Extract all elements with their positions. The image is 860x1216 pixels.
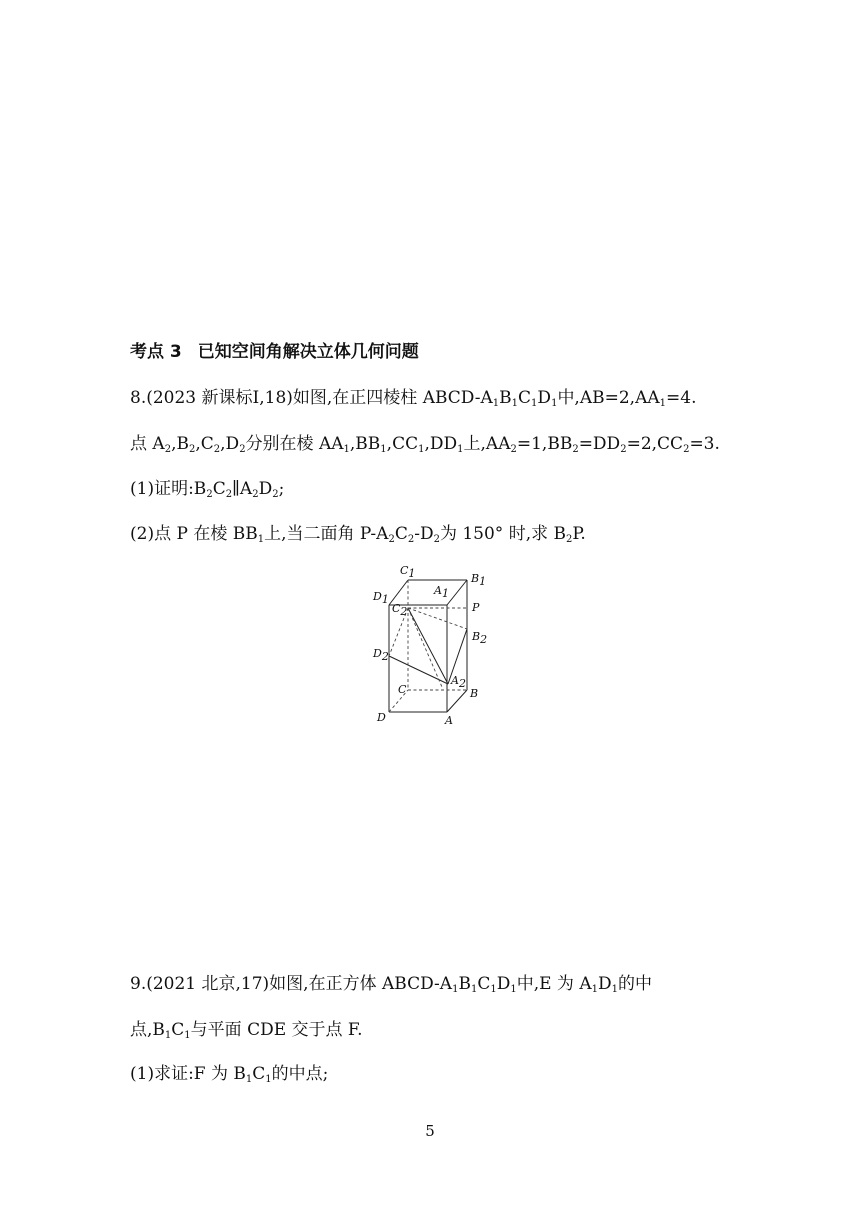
label-c1: C1 (400, 564, 416, 580)
prism-figure (360, 560, 500, 730)
label-b1: B1 (471, 572, 487, 588)
q9-line-1: 9.(2021 北京,17)如图,在正方体 ABCD-$A_1B_1C_1D_1$中,E 为 $A_1D_1$的中 (130, 974, 653, 995)
label-c2: C2 (392, 602, 408, 618)
hidden-c2-a2b (408, 608, 442, 687)
section-label: 考点 3 (130, 342, 182, 362)
label-c: C (398, 683, 407, 696)
q8-part-2: (2)点 P 在棱 $BB_1$上,当二面角 $P-A_2C_2-D_2$为 150° 时,求 $B_2P$. (130, 524, 586, 545)
edge-a1-b1 (447, 580, 467, 605)
segment-c2-a2 (408, 608, 448, 684)
q9-part-1: (1)求证:F 为 $B_1C_1$的中点; (130, 1064, 329, 1085)
section-heading (130, 340, 419, 364)
q8-line-1: 8.(2023 新课标Ⅰ,18)如图,在正四棱柱 ABCD-$A_1B_1C_1D_1$中$,AB=2,AA_1=4$. (130, 388, 697, 409)
q9-line-2: 点$,B_1C_1$与平面 CDE 交于点 F. (130, 1020, 363, 1041)
section-title: 已知空间角解决立体几何问题 (197, 342, 419, 362)
label-d1: D1 (373, 590, 389, 606)
q8-line-2: 点 $A_2,B_2,C_2,D_2$分别在棱 $AA_1,BB_1,CC_1,DD_1$上$,AA_2=1,BB_2=DD_2=2,CC_2=3$. (130, 434, 720, 455)
edge-a-b (447, 690, 467, 712)
label-d: D (377, 711, 386, 724)
q8-part-1: (1)证明$:B_2C_2\parallel A_2D_2$; (130, 479, 285, 500)
label-a: A (445, 714, 453, 727)
label-b2: B2 (472, 630, 488, 646)
label-b: B (470, 687, 479, 700)
label-p: P (472, 601, 480, 614)
label-a1: A1 (434, 584, 449, 600)
label-a2: A2 (451, 674, 466, 690)
page-number: 5 (425, 1122, 435, 1140)
label-d2: D2 (373, 647, 389, 663)
